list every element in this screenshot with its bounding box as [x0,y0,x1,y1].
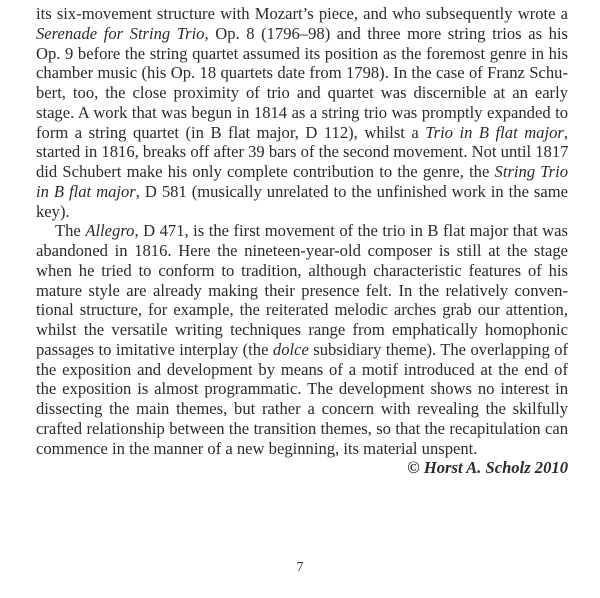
text-line: passages to imitative interplay (the dolce subsidiary theme). The overlapping of [36,339,568,359]
text-line: chamber music (his Op. 18 quartets date from 1798). In the case of Franz Schu- [36,63,568,83]
text-line: mature style are already making their presence felt. In the relatively conven- [36,280,568,300]
text-line: started in 1816, breaks off after 39 bars of the second movement. Not until 1817 [36,142,569,162]
text-line: dissecting the main themes, but rather a concern with revealing the skilfully [36,399,568,418]
text-line: crafted relationship between the transition themes, so that the recapitulation can [36,418,568,438]
text-line: form a string quartet (in B flat major, D 112), whilst a Trio in B flat major, [36,122,568,142]
text-line: The Allegro, D 471, is the first movement of the trio in B flat major that was [55,221,568,241]
text-line: in B flat major, D 581 (musically unrelated to the unfinished work in the same [36,181,569,201]
text-line: the exposition is almost programmatic. The development shows no interest in [36,379,568,399]
text-line: abandoned in 1816. Here the nineteen-year-old composer is still at the stage [36,241,568,260]
text-line: tional structure, for example, the reiterated melodic arches grab our attention, [36,300,568,320]
text-line: its six-movement structure with Mozart’s piece, and who subsequently wrote a [36,4,568,23]
text-line: commence in the manner of a new beginning, its material unspent. [36,438,478,458]
text-line: Serenade for String Trio, Op. 8 (1796–98) and three more string trios as his [36,23,568,43]
text-line: did Schubert make his only complete contribution to the genre, the String Trio [36,162,568,181]
text-line: stage. A work that was begun in 1814 as a string trio was promptly expanded to [36,102,568,122]
text-line: Op. 9 before the string quartet assumed its position as the foremost genre in his [36,43,568,63]
text-line: whilst the versatile writing techniques range from emphatically homophonic [36,320,568,339]
text-line: the exposition and development by means of a motif introduced at the end of [36,359,568,379]
document-body [36,4,568,478]
copyright-signature: © Horst A. Scholz 2010 [407,458,568,478]
text-line: bert, too, the close proximity of trio and quartet was discernible at an early [36,83,568,102]
text-line: key). [36,201,70,221]
text-line: when he tried to conform to tradition, although characteristic features of his [36,260,568,280]
page-number: 7 [296,560,304,575]
